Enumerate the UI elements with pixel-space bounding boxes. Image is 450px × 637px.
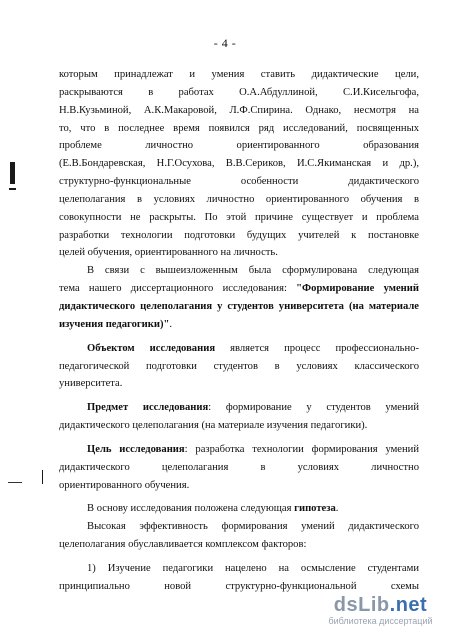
text-line [59,191,419,209]
text-line [59,560,419,578]
text-line [59,375,419,393]
text-line [59,298,419,316]
site-watermark [323,594,438,627]
text-line [59,244,419,262]
watermark-brand-prefix: dsLib [333,594,390,616]
text-span: дидактического целеполагания в условиях личностно [59,461,419,473]
text-line [59,399,419,417]
text-line [59,500,419,518]
text-line [59,155,419,173]
watermark-subtitle: библиотека диссертаций [328,616,433,626]
text-span: Высокая эффективность формирования умений дидактического [87,521,419,533]
bold-text: Цель исследования [87,443,185,455]
text-span: 1) Изучение педагогики нацелено на осмысление студентами [87,562,419,574]
text-line [59,578,419,596]
text-span: В основу исследования положена следующая [87,503,295,515]
text-line [59,84,419,102]
text-line [59,227,419,245]
text-span: ориентированного обучения. [59,479,190,491]
text-span: целеполагания обуславливается комплексом факторов: [59,539,307,551]
text-span: (Е.В.Бондаревская, Н.Г.Осухова, В.В.Сериков, И.С.Якиманская и др.), [59,158,419,170]
text-line [59,66,419,84]
text-span: тема нашего диссертационного исследования: [59,283,297,295]
text-line [59,340,419,358]
text-span: В связи с вышеизложенным была сформулирована следующая [87,265,419,277]
text-span: совокупности не раскрыты. По этой причине существует и проблема [59,211,419,223]
text-span: : формирование у студентов умений [208,402,419,414]
text-line [59,518,419,536]
text-line [59,477,419,495]
text-line [59,173,419,191]
text-span: дидактического целеполагания (на материале изучения педагогики). [59,420,368,432]
bold-text: Объектом исследования [87,342,216,354]
text-line [59,536,419,554]
scan-artifact-mark-small [9,188,16,190]
text-line [59,120,419,138]
text-line [59,137,419,155]
text-span: педагогической подготовки студентов в условиях классического [59,360,419,372]
text-line [59,262,419,280]
text-line [59,280,419,298]
scan-artifact-mark-lower [42,470,43,484]
text-span: . [335,503,339,515]
text-line [59,417,419,435]
margin-scribble [8,478,22,483]
document-body [59,66,419,596]
bold-text: изучения педагогики)" [59,318,170,330]
text-span: принципиально новой структурно-функциональной схемы [59,580,419,592]
text-span: раскрываются в работах О.А.Абдуллиной, С.И.Кисельгофа, [59,86,419,98]
text-span: является процесс профессионально- [215,342,419,354]
bold-text: дидактического целеполагания у студентов университета (на материале [59,300,419,312]
text-span: целей обучения, ориентированного на личность. [59,247,278,259]
text-span: проблеме личностно ориентированного образования [59,140,419,152]
text-span: структурно-функциональные особенности дидактического [59,176,419,188]
text-line [59,459,419,477]
text-span: Н.В.Кузьминой, А.К.Макаровой, Л.Ф.Спирина. Однако, несмотря на [59,104,419,116]
text-span: : разработка технологии формирования умений [184,443,419,455]
watermark-brand-suffix: .net [389,594,428,616]
text-line [59,316,419,334]
text-span: которым принадлежат и умения ставить дидактические цели, [59,69,419,80]
text-span: университета. [59,378,123,390]
bold-text: "Формирование умений [296,283,419,295]
text-span: разработки технологии подготовки будущих учителей к постановке [59,229,419,241]
text-line [59,209,419,227]
bold-text: гипотеза [294,503,336,515]
text-span: . [169,318,173,330]
text-line [59,358,419,376]
text-line [59,441,419,459]
bold-text: Предмет исследования [87,402,209,414]
text-span: целеполагания в условиях личностно ориентированного обучения в [59,193,419,205]
text-line [59,102,419,120]
watermark-brand [323,594,438,616]
scan-artifact-mark [10,162,15,184]
page-number: - 4 - [213,36,237,50]
text-span: то, что в последнее время появился ряд исследований, посвященных [59,122,419,134]
